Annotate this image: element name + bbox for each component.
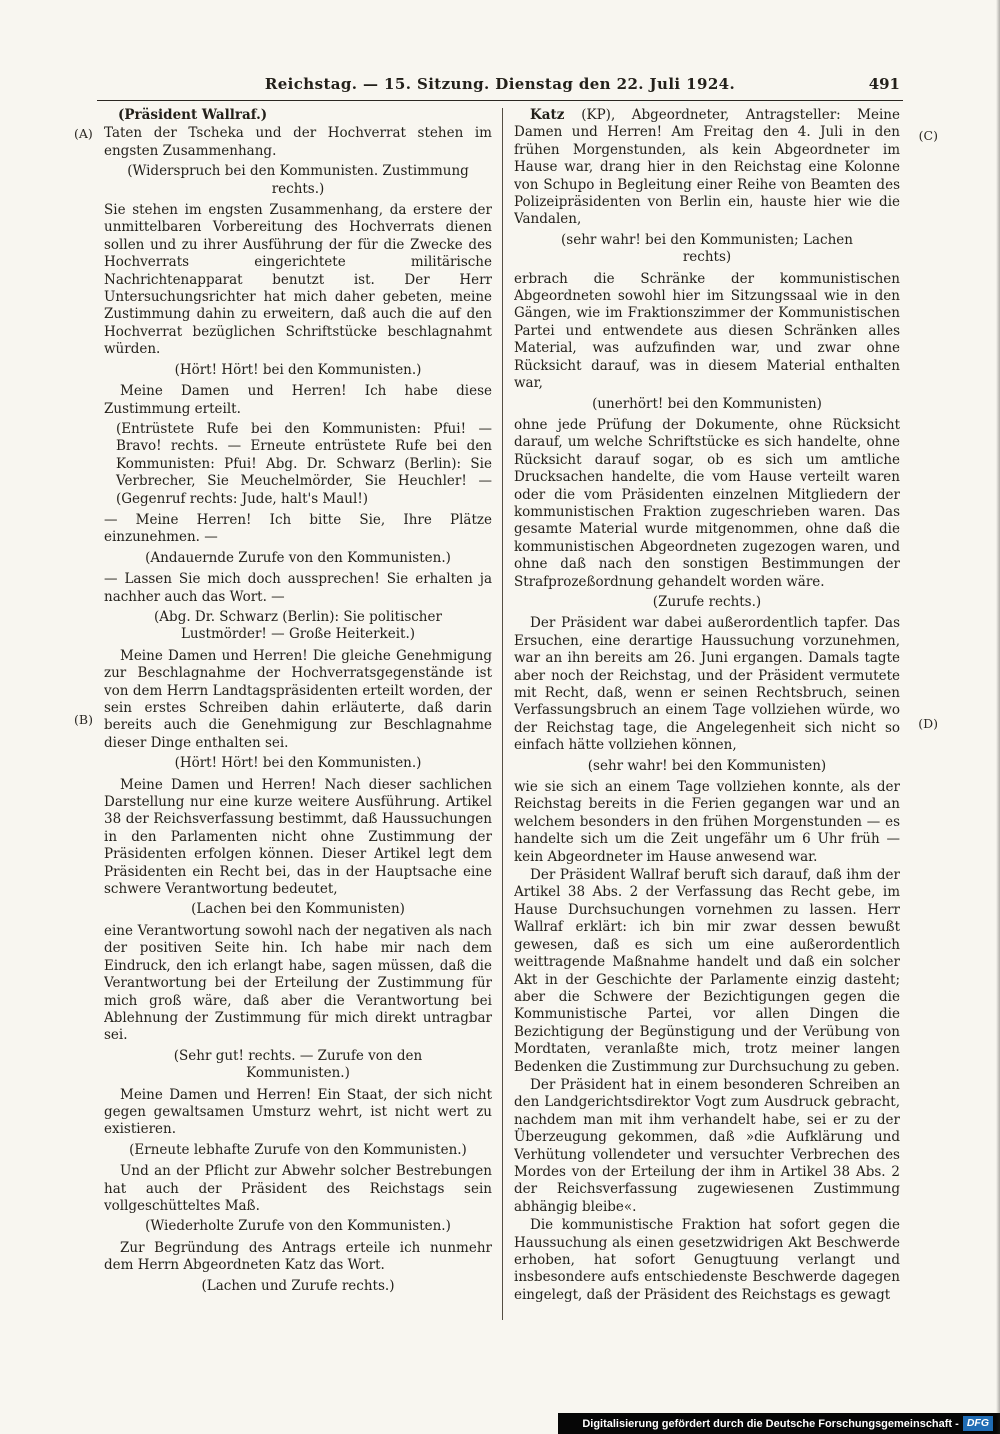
- speech-paragraph: Katz (KP), Abgeordneter, Antragsteller: Meine Damen und Herren! Am Freitag den 4. Juli in den frühen Morgenstunden, als kein Abgeordneter im Hause war, drang hier in den Reichstag eine Kolonne von Schupo in Begleitung einer Reihe von Beamten des Polizeipräsidenten von Berlin ein, hauste hier wie die Vandalen,: [514, 107, 900, 228]
- stage-direction: (Wiederholte Zurufe von den Kommunisten.): [145, 1218, 451, 1235]
- left-column: [104, 107, 492, 1322]
- speech-paragraph: eine Verantwortung sowohl nach der negativen als nach der positiven Seite hin. Ich habe mir nach dem Eindruck, den ich erlangt habe, sagen müssen, daß die Verantwortung bei der Erteilung der Zustimmung für mich groß wäre, daß aber die Verantwortung bei Ablehnung der Zustimmung für mich direkt untragbar sei.: [104, 922, 492, 1044]
- margin-marker-b: (B): [74, 712, 93, 727]
- left-column-text: [104, 125, 492, 1298]
- speech-paragraph: Zur Begründung des Antrags erteile ich nunmehr dem Herrn Abgeordneten Katz das Wort.: [104, 1239, 492, 1274]
- stage-direction: (Erneute lebhafte Zurufe von den Kommunisten.): [129, 1141, 467, 1158]
- right-column-text: [514, 107, 900, 1304]
- speech-paragraph: Meine Damen und Herren! Ich habe diese Zustimmung erteilt.: [104, 383, 492, 417]
- stage-direction: (sehr wahr! bei den Kommunisten; Lachen rechts): [561, 231, 853, 266]
- stage-direction: (Hört! Hört! bei den Kommunisten.): [174, 755, 422, 772]
- speech-paragraph: Die kommunistische Fraktion hat sofort gegen die Haussuchung als einen gesetzwidrigen Akt Beschwerde erhoben, hat sofort Genugtuung verlangt und insbesondere aufs entschiedenste Beschwerde dagegen eingelegt, daß der Präsident des Reichstags es gewagt: [514, 1217, 900, 1303]
- speech-paragraph: Der Präsident war dabei außerordentlich tapfer. Das Ersuchen, eine derartige Haussuchung vorzunehmen, war an ihn bereits am 26. Juni ergangen. Damals tagte aber noch der Reichstag, und der Präsident vermutete mit Recht, daß, wenn er seinen Rechtsbruch, seinen Verfassungsbruch an einem Tage vollziehen würde, wo der Reichstag tage, die Angelegenheit sich nicht so einfach hätte vollziehen können,: [514, 615, 900, 754]
- stage-direction: (Widerspruch bei den Kommunisten. Zustimmung rechts.): [127, 163, 469, 197]
- stage-direction: (unerhört! bei den Kommunisten): [592, 395, 822, 412]
- stage-direction: (Andauernde Zurufe von den Kommunisten.): [145, 549, 451, 566]
- stage-direction: (Abg. Dr. Schwarz (Berlin): Sie politischer Lustmörder! — Große Heiterkeit.): [154, 608, 442, 643]
- speech-paragraph: Meine Damen und Herren! Die gleiche Genehmigung zur Beschlagnahme der Hochverratsgegenstände ist von dem Herrn Landtagspräsidenten erteilt worden, der sein erstes Schreiben dahin erläuterte, daß darin bereits auch die Genehmigung zur Beschlagnahme dieser Dinge enthalten sei.: [104, 647, 492, 751]
- speech-paragraph: Der Präsident Wallraf beruft sich darauf, daß ihm der Artikel 38 Abs. 2 der Verfassung das Recht gebe, im Hause Durchsuchungen vornehmen zu lassen. Herr Wallraf erklärt: ich bin mir zwar dessen bewußt gewesen, daß es sich um eine außerordentlich weittragende Maßnahme handelt und daß ein solcher Akt in der Geschichte der Parlamente einzig dasteht; aber die Schwere der Bezichtigungen gegen die Kommunistische Partei, vor allen Dingen die Bezichtigung der Begünstigung und der Verübung von Mordtaten, veranlaßte mich, trotz meiner langen Bedenken die Zustimmung zur Durchsuchung zu geben.: [514, 867, 900, 1075]
- column-divider: [502, 108, 503, 1320]
- stage-direction: (Zurufe rechts.): [652, 593, 762, 610]
- speech-paragraph: ohne jede Prüfung der Dokumente, ohne Rücksicht darauf, um welche Schriftstücke es sich handelte, ohne Rücksicht darauf sogar, ob es sich um amtliche Drucksachen handelte, die vom Hause verteilt waren oder die vom Präsidenten einzelnen Mitgliedern der kommunistischen Fraktion zugeschrieben waren. Das gesamte Material wurde mitgenommen, ohne daß die kommunistischen Abgeordneten zugezogen waren, und ohne daß nach den sonstigen Bestimmungen der Strafprozeßordnung gehandelt worden wäre.: [514, 416, 900, 590]
- digitization-footer: [558, 1413, 1000, 1434]
- speaker-heading: (Präsident Wallraf.): [118, 107, 268, 123]
- stage-direction: (Sehr gut! rechts. — Zurufe von den Kommunisten.): [173, 1047, 423, 1082]
- speaker-name: Katz: [530, 107, 582, 123]
- margin-marker-c: (C): [918, 128, 938, 143]
- speech-paragraph: — Meine Herren! Ich bitte Sie, Ihre Plätze einzunehmen. —: [104, 511, 492, 546]
- speech-paragraph: Sie stehen im engsten Zusammenhang, da erstere der unmittelbaren Vorbereitung des Hochverrats dienen sollen und zu ihrer Ausführung der für die Zwecke des Hochverrats eingerichtete militärische Nachrichtenapparat benutzt ist. Der Herr Untersuchungsrichter hat mich daher gebeten, meine Zustimmung dahin zu erweitern, daß auch die auf den Hochverrat bezüglichen Schriftstücke beschlagnahmt würden.: [104, 202, 492, 358]
- dfg-logo: DFG: [963, 1416, 993, 1431]
- speech-paragraph: Und an der Pflicht zur Abwehr solcher Bestrebungen hat auch der Präsident des Reichstags sein vollgeschütteltes Maß.: [104, 1163, 492, 1214]
- stage-direction: (sehr wahr! bei den Kommunisten): [587, 757, 827, 774]
- stage-direction: (Lachen und Zurufe rechts.): [201, 1277, 395, 1294]
- page-header-title: Reichstag. — 15. Sitzung. Dienstag den 22. Juli 1924.: [264, 75, 736, 93]
- speech-paragraph: wie sie sich an einem Tage vollziehen konnte, als der Reichstag bereits in die Ferien gegangen war und an welchem besonders in den frühen Morgenstunden — es handelte sich um die Zeit ungefähr um 6 Uhr früh — kein Abgeordneter im Hause anwesend war.: [514, 779, 900, 865]
- speech-paragraph: Der Präsident hat in einem besonderen Schreiben an den Landgerichtsdirektor Vogt zum Ausdruck gebracht, nachdem man mit ihm verhandelt habe, sei er zu der Überzeugung gekommen, daß »die Aufklärung und Verhütung vollendeter und versuchter Verbrechen des Mordes von der Erteilung der ihm in Artikel 38 Abs. 2 der Reichsverfassung zugewiesenen Zustimmung abhängig bleibe«.: [514, 1076, 900, 1215]
- speech-paragraph: — Lassen Sie mich doch aussprechen! Sie erhalten ja nachher auch das Wort. —: [104, 571, 492, 605]
- speech-paragraph: Taten der Tscheka und der Hochverrat stehen im engsten Zusammenhang.: [104, 125, 492, 159]
- margin-marker-d: (D): [918, 716, 938, 731]
- right-column: [514, 107, 900, 1322]
- stage-direction: (Hört! Hört! bei den Kommunisten.): [174, 361, 422, 378]
- margin-marker-a: (A): [74, 126, 93, 141]
- stage-direction: (Entrüstete Rufe bei den Kommunisten: Pfui! — Bravo! rechts. — Erneute entrüstete Rufe bei den Kommunisten: Pfui! Abg. Dr. Schwarz (Berlin): Sie Verbrecher, Sie Meuchelmörder, Sie Heuchler! — (Gegenruf rechts: Jude, halt's Maul!): [116, 420, 492, 507]
- speech-paragraph: Meine Damen und Herren! Nach dieser sachlichen Darstellung nur eine kurze weitere Ausführung. Artikel 38 der Reichsverfassung bestimmt, daß Haussuchungen in den Parlamenten nicht ohne Zustimmung der Präsidenten erfolgen können. Dieser Artikel legt dem Präsidenten ein Recht bei, das in der Hauptsache eine schwere Verantwortung bedeutet,: [104, 776, 492, 898]
- footer-text: Digitalisierung gefördert durch die Deutsche Forschungsgemeinschaft -: [582, 1417, 959, 1430]
- speech-paragraph: Meine Damen und Herren! Ein Staat, der sich nicht gegen gewaltsamen Umsturz wehrt, ist nicht wert zu existieren.: [104, 1086, 492, 1138]
- header-rule: [97, 100, 903, 101]
- speech-paragraph: erbrach die Schränke der kommunistischen Abgeordneten sowohl hier im Sitzungssaal wie in den Gängen, wie im Fraktionszimmer der Kommunistischen Partei und entwendete aus diesen Schränken alles Material, was aufzufinden war, und zwar ohne Rücksicht darauf, was in diesem Material enthalten war,: [514, 270, 900, 392]
- stage-direction: (Lachen bei den Kommunisten): [191, 901, 405, 918]
- page-number: 491: [868, 75, 900, 93]
